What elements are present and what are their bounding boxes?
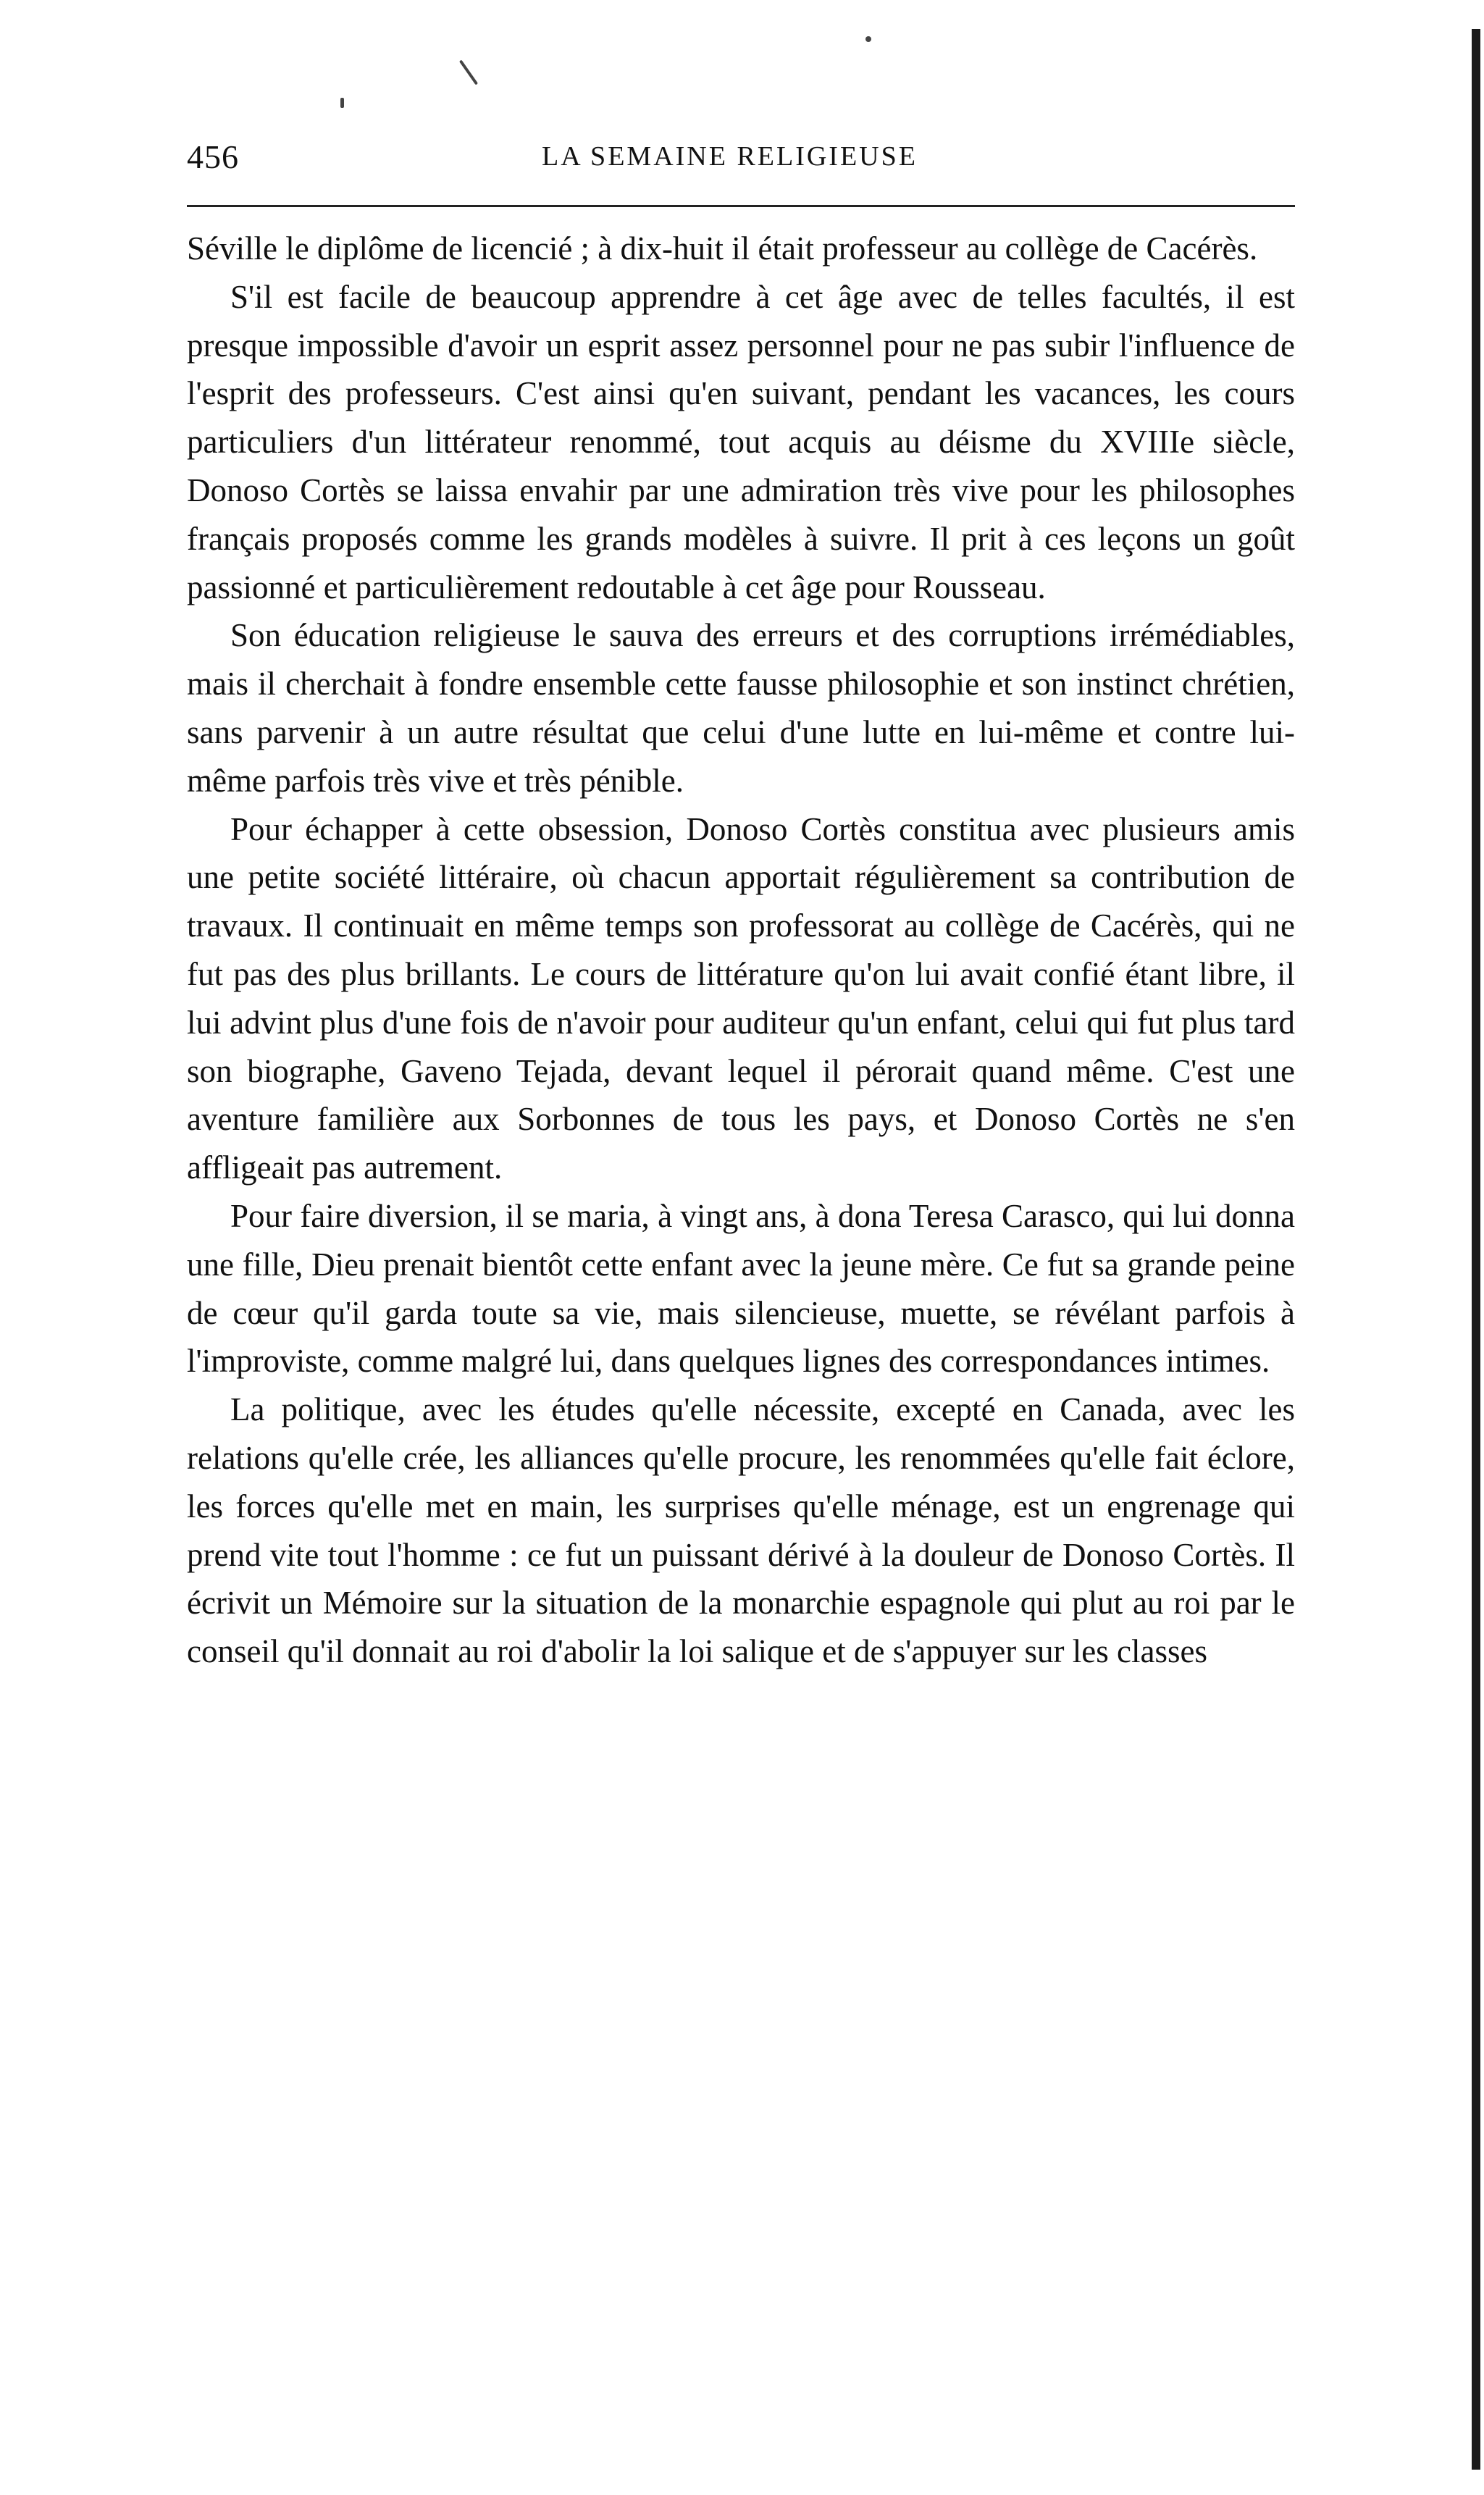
header-rule	[187, 205, 1295, 207]
paragraph: Pour échapper à cette obsession, Donoso Cortès constitua avec plusieurs amis une petite société littéraire, où chacun apportait régulièrement sa contribution de travaux. Il continuait en même temps son professorat au collège de Cacérès, qui ne fut pas des plus brillants. Le cours de littérature qu'on lui avait confié étant libre, il lui advint plus d'une fois de n'avoir pour auditeur qu'un enfant, celui qui fut plus tard son biographe, Gaveno Tejada, devant lequel il pérorait quand même. C'est une aventure familière aux Sorbonnes de tous les pays, et Donoso Cortès ne s'en affligeait pas autrement.	[187, 810, 1295, 1186]
binding-edge	[1472, 29, 1480, 2470]
body-text	[187, 225, 1295, 1676]
scan-speck	[340, 98, 344, 108]
paragraph: Pour faire diversion, il se maria, à vingt ans, à dona Teresa Carasco, qui lui donna une fille, Dieu prenait bientôt cette enfant avec la jeune mère. Ce fut sa grande peine de cœur qu'il garda toute sa vie, mais silencieuse, muette, se révélant parfois à l'improviste, comme malgré lui, dans quelques lignes des correspondances intimes.	[187, 1197, 1295, 1380]
paragraph: S'il est facile de beaucoup apprendre à cet âge avec de telles facultés, il est presque impossible d'avoir un esprit assez personnel pour ne pas subir l'influence de l'esprit des professeurs. C'est ainsi qu'en suivant, pendant les vacances, les cours particuliers d'un littérateur renommé, tout acquis au déisme du XVIIIe siècle, Donoso Cortès se laissa envahir par une admiration très vive pour les philosophes français proposés comme les grands modèles à suivre. Il prit à ces leçons un goût passionné et particulièrement redoutable à cet âge pour Rousseau.	[187, 278, 1295, 605]
running-title: LA SEMAINE RELIGIEUSE	[542, 141, 918, 172]
scan-speck	[865, 36, 871, 42]
paragraph: La politique, avec les études qu'elle nécessite, excepté en Canada, avec les relations qu'elle crée, les alliances qu'elle procure, les renommées qu'elle fait éclore, les forces qu'elle met en main, les surprises qu'elle ménage, est un engrenage qui prend vite tout l'homme : ce fut un puissant dérivé à la douleur de Donoso Cortès. Il écrivit un Mémoire sur la situation de la monarchie espagnole qui plut au roi par le conseil qu'il donnait au roi d'abolir la loi salique et de s'appuyer sur les classes	[187, 1391, 1295, 1670]
page-header	[187, 138, 1295, 181]
paragraph: Séville le diplôme de licencié ; à dix-huit il était professeur au collège de Cacérès.	[187, 230, 1258, 267]
page-number: 456	[187, 138, 239, 175]
paragraph: Son éducation religieuse le sauva des erreurs et des corruptions irrémédiables, mais il cherchait à fondre ensemble cette fausse philosophie et son instinct chrétien, sans parvenir à un autre résultat que celui d'une lutte en lui-même et contre lui-même parfois très vive et très pénible.	[187, 617, 1295, 799]
scan-speck	[459, 59, 478, 85]
